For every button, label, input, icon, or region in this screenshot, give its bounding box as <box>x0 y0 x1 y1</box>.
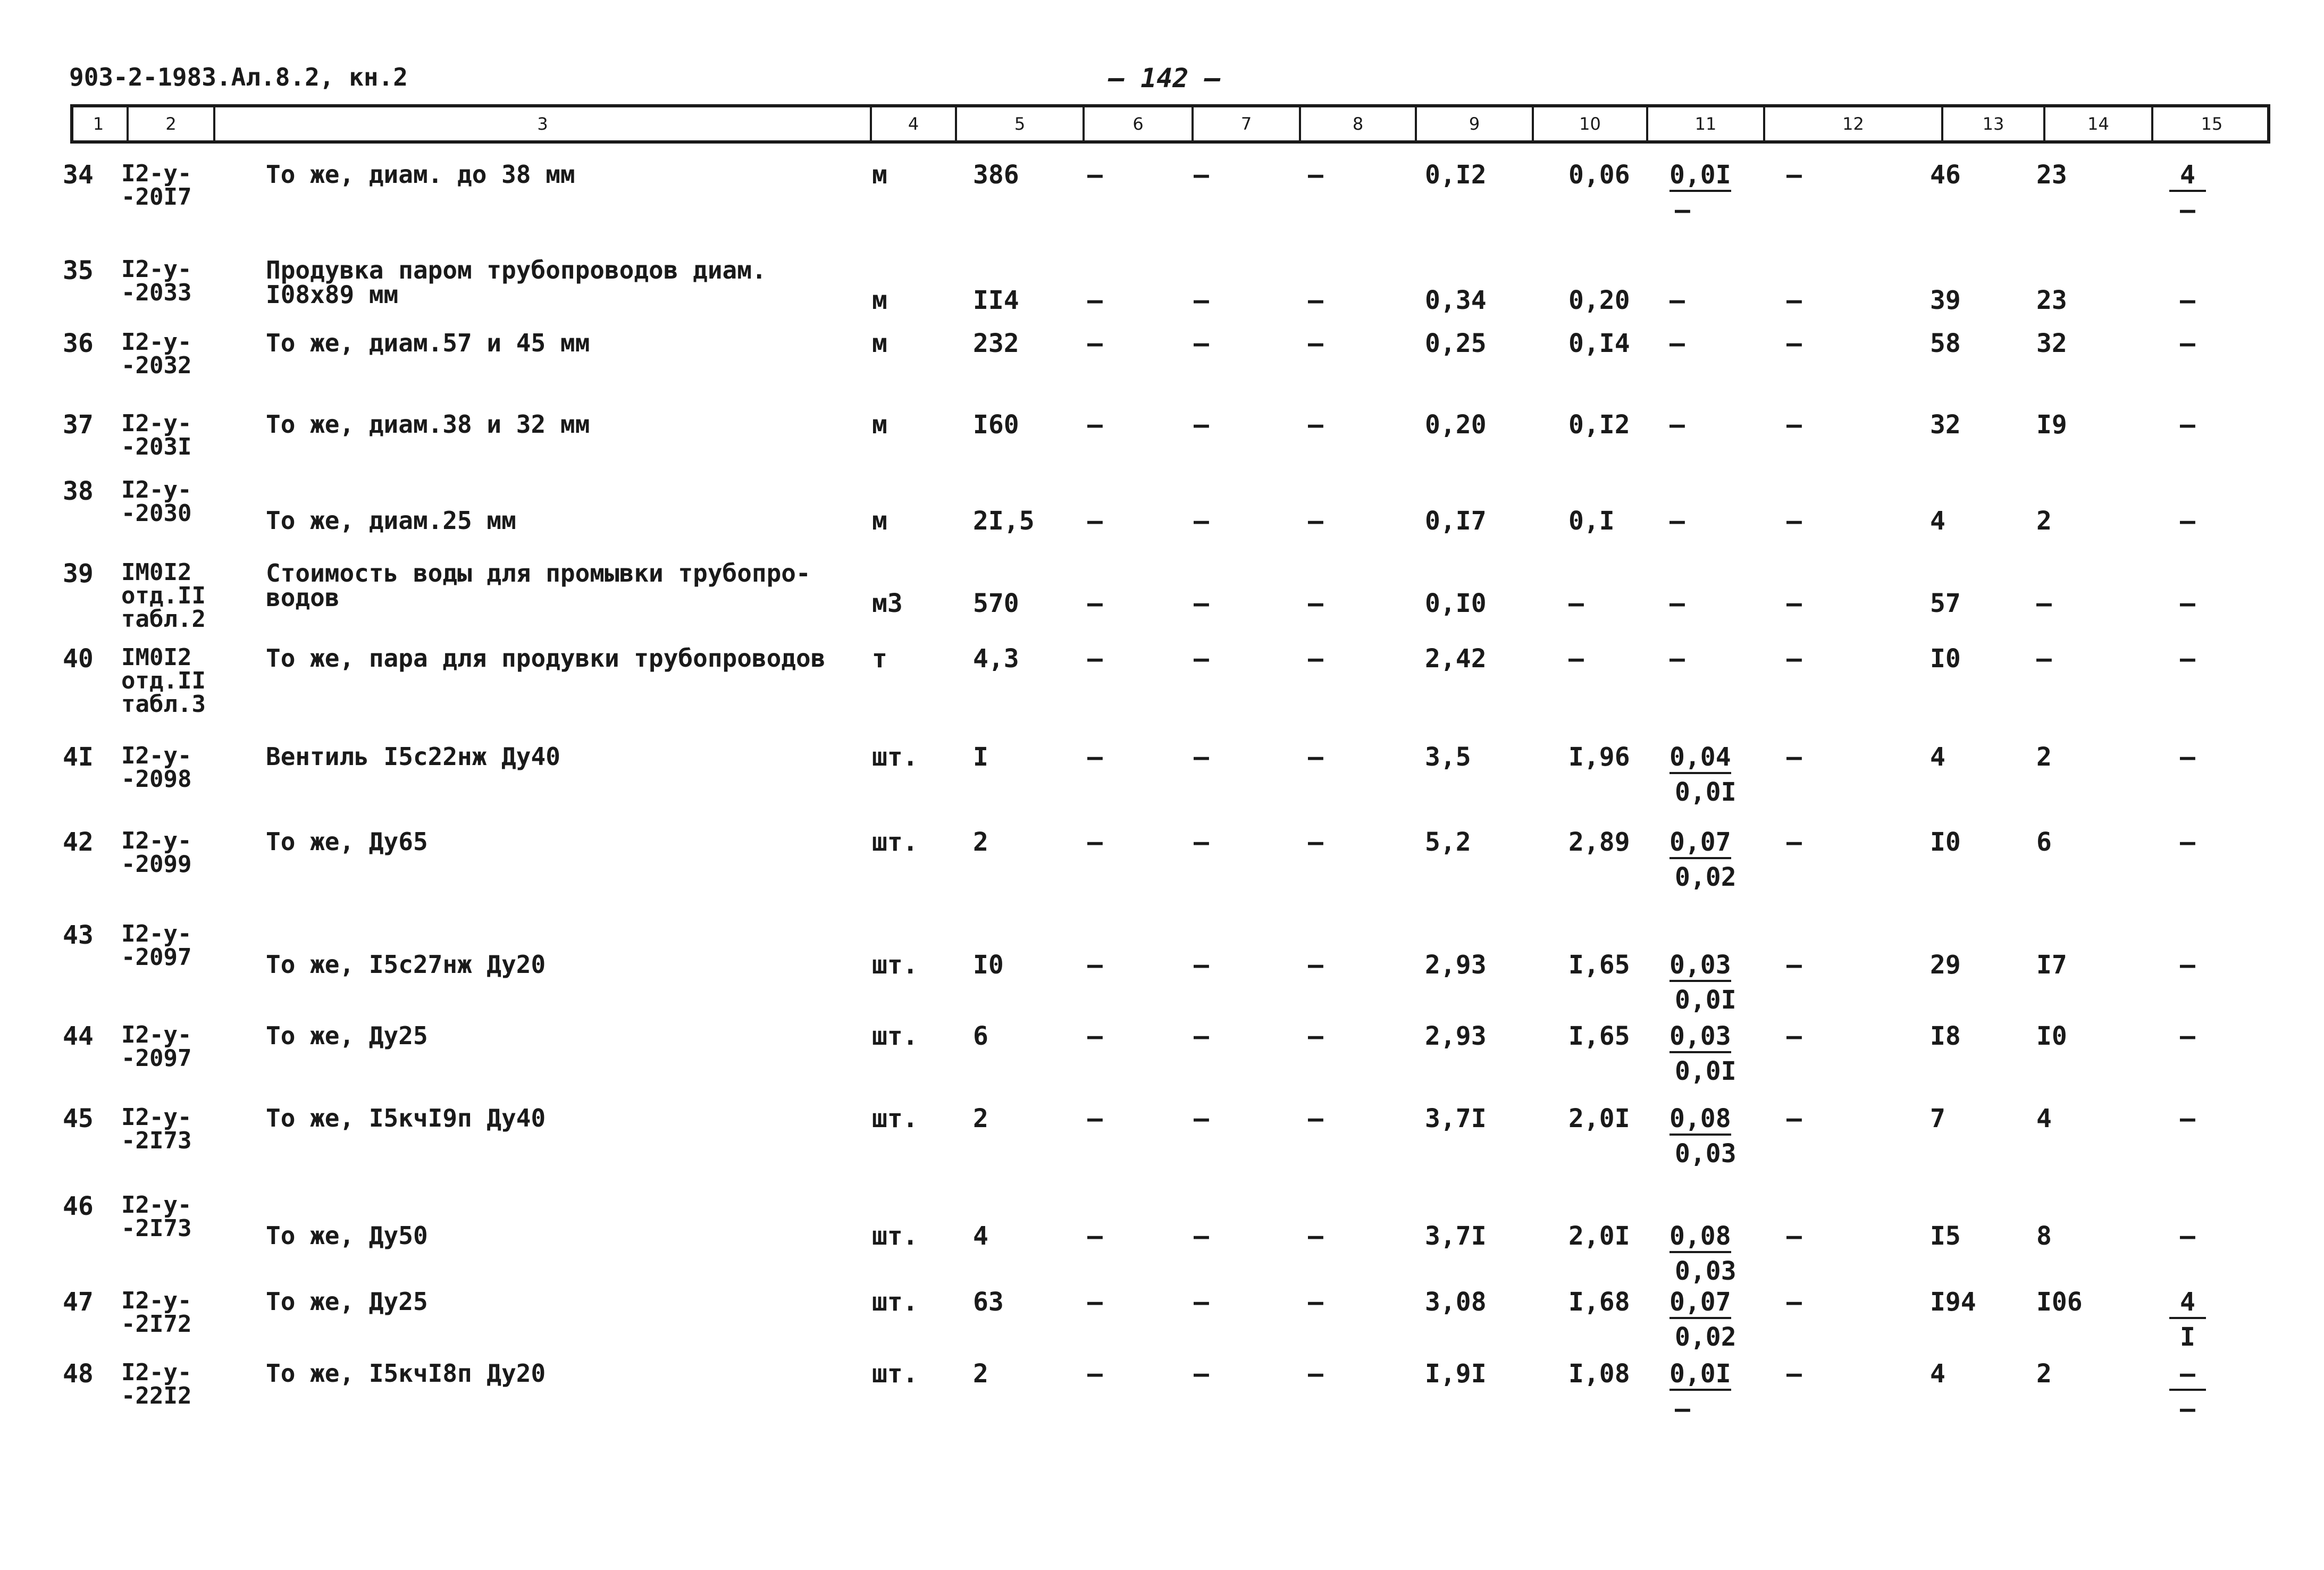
row-col12: – <box>1786 410 1802 440</box>
row-col8: – <box>1308 506 1323 536</box>
row-col14: 4 <box>2036 1104 2052 1134</box>
row-quantity: 2 <box>973 827 988 857</box>
row-col12: – <box>1786 1021 1802 1051</box>
row-col7: – <box>1194 160 1209 190</box>
row-col10: I,68 <box>1568 1287 1630 1317</box>
row-col15-top: – <box>2180 286 2195 315</box>
row-col12: – <box>1786 1221 1802 1251</box>
row-col6: – <box>1087 827 1103 857</box>
row-unit: шт. <box>872 950 918 980</box>
row-code: IМ0I2 отд.II табл.3 <box>121 644 206 718</box>
row-code: I2-у- -2030 <box>121 476 192 527</box>
column-header-3: 3 <box>215 107 872 140</box>
row-col14: I9 <box>2036 410 2067 440</box>
row-col10: – <box>1568 589 1584 618</box>
row-col11-bottom: 0,0I <box>1675 777 1736 807</box>
column-header-10: 10 <box>1534 107 1648 140</box>
document-reference: 903-2-1983.Ал.8.2, кн.2 <box>69 63 408 91</box>
row-col10: 0,I <box>1568 506 1615 536</box>
row-col10: 2,0I <box>1568 1104 1630 1134</box>
row-col13: 29 <box>1930 950 1961 980</box>
row-col10: 0,I2 <box>1568 410 1630 440</box>
row-col10: 2,89 <box>1568 827 1630 857</box>
row-number: 38 <box>63 476 94 506</box>
row-col10: 2,0I <box>1568 1221 1630 1251</box>
row-quantity: II4 <box>973 286 1019 315</box>
row-description: То же, диам. до 38 мм <box>266 160 575 189</box>
row-description: То же, Ду50 <box>266 1221 428 1250</box>
row-quantity: I <box>973 742 988 772</box>
row-description: То же, I5с27нж Ду20 <box>266 950 546 979</box>
row-col11-top: 0,0I <box>1669 162 1731 192</box>
row-col9: 0,34 <box>1425 286 1487 315</box>
row-col11-bottom: 0,03 <box>1675 1139 1736 1169</box>
row-col12: – <box>1786 1359 1802 1389</box>
row-col12: – <box>1786 160 1802 190</box>
row-number: 40 <box>63 644 94 674</box>
row-col13: 4 <box>1930 742 1945 772</box>
row-unit: шт. <box>872 1021 918 1051</box>
row-col10: – <box>1568 644 1584 674</box>
row-col11-bottom: – <box>1675 195 1690 225</box>
row-unit: т <box>872 644 887 674</box>
row-col10: I,65 <box>1568 950 1630 980</box>
row-col14: 8 <box>2036 1221 2052 1251</box>
row-col15-top: – <box>2180 589 2195 618</box>
row-col12: – <box>1786 286 1802 315</box>
row-col8: – <box>1308 1359 1323 1389</box>
row-quantity: 570 <box>973 589 1019 618</box>
row-col11-top: – <box>1669 329 1685 358</box>
row-col11-top: 0,0I <box>1669 1361 1731 1391</box>
row-col9: I,9I <box>1425 1359 1487 1389</box>
column-header-11: 11 <box>1648 107 1765 140</box>
row-quantity: 4,3 <box>973 644 1019 674</box>
row-col11-bottom: – <box>1675 1394 1690 1424</box>
row-quantity: 2I,5 <box>973 506 1035 536</box>
row-col8: – <box>1308 160 1323 190</box>
row-col7: – <box>1194 410 1209 440</box>
row-code: I2-у- -20I7 <box>121 160 192 211</box>
row-col7: – <box>1194 1104 1209 1134</box>
row-col14: I7 <box>2036 950 2067 980</box>
row-description: То же, I5кчI8п Ду20 <box>266 1359 546 1388</box>
row-col10: 0,I4 <box>1568 329 1630 358</box>
column-header-8: 8 <box>1301 107 1417 140</box>
column-header-7: 7 <box>1194 107 1301 140</box>
row-col11-top: 0,07 <box>1669 829 1731 859</box>
row-col15-top: – <box>2180 827 2195 857</box>
row-col12: – <box>1786 644 1802 674</box>
row-col14: 23 <box>2036 160 2067 190</box>
row-col10: I,08 <box>1568 1359 1630 1389</box>
row-number: 36 <box>63 329 94 358</box>
row-col15-top: – <box>2180 1221 2195 1251</box>
column-header-5: 5 <box>957 107 1085 140</box>
row-col15-bottom: – <box>2180 195 2195 225</box>
row-col8: – <box>1308 1221 1323 1251</box>
row-number: 4I <box>63 742 94 772</box>
row-col13: 32 <box>1930 410 1961 440</box>
row-col6: – <box>1087 1287 1103 1317</box>
row-col11-bottom: 0,0I <box>1675 985 1736 1015</box>
row-description: То же, Ду25 <box>266 1021 428 1050</box>
row-number: 48 <box>63 1359 94 1389</box>
row-unit: шт. <box>872 1359 918 1389</box>
row-col13: I5 <box>1930 1221 1961 1251</box>
row-quantity: I0 <box>973 950 1004 980</box>
row-col12: – <box>1786 1104 1802 1134</box>
row-col11-top: – <box>1669 644 1685 674</box>
row-col10: 0,06 <box>1568 160 1630 190</box>
row-col9: 3,7I <box>1425 1104 1487 1134</box>
row-col15-bottom: – <box>2180 1394 2195 1424</box>
row-col9: 0,I0 <box>1425 589 1487 618</box>
row-code: I2-у- -2097 <box>121 1021 192 1072</box>
column-header-14: 14 <box>2045 107 2153 140</box>
row-col14: I06 <box>2036 1287 2083 1317</box>
row-col7: – <box>1194 1221 1209 1251</box>
row-col15-top: – <box>2180 950 2195 980</box>
row-col14: 2 <box>2036 1359 2052 1389</box>
row-col8: – <box>1308 589 1323 618</box>
row-code: I2-у- -2I73 <box>121 1191 192 1242</box>
row-col11-top: 0,08 <box>1669 1223 1731 1253</box>
row-number: 45 <box>63 1104 94 1134</box>
row-col11-bottom: 0,02 <box>1675 862 1736 892</box>
row-col6: – <box>1087 1104 1103 1134</box>
row-col15-top: 4 <box>2169 162 2206 192</box>
row-quantity: 386 <box>973 160 1019 190</box>
row-col6: – <box>1087 410 1103 440</box>
row-col15-top: – <box>2169 1361 2206 1391</box>
row-col14: – <box>2036 644 2052 674</box>
row-col8: – <box>1308 742 1323 772</box>
row-col11-bottom: 0,02 <box>1675 1322 1736 1352</box>
row-col7: – <box>1194 329 1209 358</box>
row-col8: – <box>1308 1021 1323 1051</box>
column-header-6: 6 <box>1085 107 1194 140</box>
row-col8: – <box>1308 329 1323 358</box>
column-header-4: 4 <box>872 107 957 140</box>
row-col12: – <box>1786 742 1802 772</box>
row-quantity: I60 <box>973 410 1019 440</box>
row-col10: I,65 <box>1568 1021 1630 1051</box>
row-col7: – <box>1194 827 1209 857</box>
row-col13: 4 <box>1930 1359 1945 1389</box>
row-col10: 0,20 <box>1568 286 1630 315</box>
row-col11-top: – <box>1669 506 1685 536</box>
row-col15-bottom: I <box>2180 1322 2195 1352</box>
row-code: I2-у- -2099 <box>121 827 192 878</box>
row-col8: – <box>1308 950 1323 980</box>
row-description: То же, Ду25 <box>266 1287 428 1316</box>
row-col8: – <box>1308 286 1323 315</box>
row-col12: – <box>1786 1287 1802 1317</box>
row-col14: 2 <box>2036 506 2052 536</box>
row-code: IМ0I2 отд.II табл.2 <box>121 559 206 633</box>
row-unit: м <box>872 286 887 315</box>
row-col8: – <box>1308 644 1323 674</box>
row-col14: 23 <box>2036 286 2067 315</box>
row-col7: – <box>1194 1359 1209 1389</box>
row-col14: 2 <box>2036 742 2052 772</box>
row-unit: м <box>872 410 887 440</box>
row-col14: I0 <box>2036 1021 2067 1051</box>
row-col11-top: – <box>1669 286 1685 315</box>
row-col13: 57 <box>1930 589 1961 618</box>
row-unit: шт. <box>872 1104 918 1134</box>
row-code: I2-у- -2097 <box>121 920 192 971</box>
row-col7: – <box>1194 1021 1209 1051</box>
row-col12: – <box>1786 950 1802 980</box>
row-description: То же, пара для продувки трубопроводов <box>266 644 826 673</box>
row-col7: – <box>1194 589 1209 618</box>
row-unit: м3 <box>872 589 903 618</box>
row-description: То же, диам.38 и 32 мм <box>266 410 590 439</box>
row-quantity: 4 <box>973 1221 988 1251</box>
row-col13: 7 <box>1930 1104 1945 1134</box>
row-col7: – <box>1194 950 1209 980</box>
column-header-row <box>70 104 2270 144</box>
row-col6: – <box>1087 329 1103 358</box>
row-col8: – <box>1308 1104 1323 1134</box>
row-description: То же, диам.25 мм <box>266 506 516 535</box>
row-col6: – <box>1087 1359 1103 1389</box>
row-col7: – <box>1194 742 1209 772</box>
row-quantity: 6 <box>973 1021 988 1051</box>
row-col8: – <box>1308 1287 1323 1317</box>
row-col11-top: 0,04 <box>1669 744 1731 774</box>
row-number: 46 <box>63 1191 94 1221</box>
row-col15-top: – <box>2180 506 2195 536</box>
row-col6: – <box>1087 589 1103 618</box>
row-code: I2-у- -2I72 <box>121 1287 192 1338</box>
column-header-1: 1 <box>70 107 129 140</box>
row-col13: 39 <box>1930 286 1961 315</box>
row-col11-top: – <box>1669 410 1685 440</box>
row-unit: шт. <box>872 1287 918 1317</box>
row-quantity: 2 <box>973 1359 988 1389</box>
row-number: 35 <box>63 256 94 286</box>
row-col12: – <box>1786 506 1802 536</box>
row-description: То же, диам.57 и 45 мм <box>266 329 590 357</box>
row-number: 42 <box>63 827 94 857</box>
row-description: То же, Ду65 <box>266 827 428 856</box>
row-col11-bottom: 0,0I <box>1675 1056 1736 1086</box>
row-description: Продувка паром трубопроводов диам. I08х89 мм <box>266 256 767 309</box>
column-header-15: 15 <box>2201 114 2223 134</box>
row-col13: 4 <box>1930 506 1945 536</box>
row-col6: – <box>1087 644 1103 674</box>
row-col13: I0 <box>1930 644 1961 674</box>
row-code: I2-у- -22I2 <box>121 1359 192 1409</box>
row-quantity: 63 <box>973 1287 1004 1317</box>
row-col9: 0,I2 <box>1425 160 1487 190</box>
row-number: 43 <box>63 920 94 950</box>
row-col15-top: 4 <box>2169 1289 2206 1319</box>
row-quantity: 232 <box>973 329 1019 358</box>
row-col15-top: – <box>2180 644 2195 674</box>
row-col6: – <box>1087 160 1103 190</box>
row-col12: – <box>1786 329 1802 358</box>
row-col9: 3,7I <box>1425 1221 1487 1251</box>
row-col11-top: 0,03 <box>1669 1023 1731 1053</box>
row-col9: 0,20 <box>1425 410 1487 440</box>
row-col15-top: – <box>2180 1104 2195 1134</box>
row-col13: 58 <box>1930 329 1961 358</box>
row-col11-top: – <box>1669 589 1685 618</box>
row-col7: – <box>1194 506 1209 536</box>
row-col14: – <box>2036 589 2052 618</box>
row-col9: 2,93 <box>1425 1021 1487 1051</box>
row-number: 39 <box>63 559 94 589</box>
row-description: Вентиль I5с22нж Ду40 <box>266 742 560 771</box>
row-col12: – <box>1786 827 1802 857</box>
row-col6: – <box>1087 950 1103 980</box>
column-header-13: 13 <box>1943 107 2045 140</box>
column-header-2: 2 <box>129 107 215 140</box>
row-code: I2-у- -2098 <box>121 742 192 793</box>
row-col6: – <box>1087 742 1103 772</box>
row-code: I2-у- -2I73 <box>121 1104 192 1154</box>
row-col11-top: 0,07 <box>1669 1289 1731 1319</box>
column-header-9: 9 <box>1417 107 1534 140</box>
row-unit: шт. <box>872 827 918 857</box>
row-col9: 0,25 <box>1425 329 1487 358</box>
row-col13: I8 <box>1930 1021 1961 1051</box>
row-unit: м <box>872 506 887 536</box>
row-col7: – <box>1194 1287 1209 1317</box>
row-col8: – <box>1308 410 1323 440</box>
row-col13: I94 <box>1930 1287 1976 1317</box>
row-number: 37 <box>63 410 94 440</box>
row-col11-top: 0,03 <box>1669 952 1731 982</box>
row-col11-bottom: 0,03 <box>1675 1256 1736 1286</box>
row-number: 44 <box>63 1021 94 1051</box>
row-unit: м <box>872 329 887 358</box>
row-number: 34 <box>63 160 94 190</box>
row-col15-top: – <box>2180 1021 2195 1051</box>
row-col6: – <box>1087 286 1103 315</box>
row-col9: 2,93 <box>1425 950 1487 980</box>
row-col11-top: 0,08 <box>1669 1106 1731 1136</box>
row-col13: I0 <box>1930 827 1961 857</box>
row-quantity: 2 <box>973 1104 988 1134</box>
row-col15-top: – <box>2180 329 2195 358</box>
page-number: — 142 — <box>1109 63 1221 94</box>
row-col7: – <box>1194 286 1209 315</box>
row-col9: 3,08 <box>1425 1287 1487 1317</box>
row-col9: 2,42 <box>1425 644 1487 674</box>
row-col15-top: – <box>2180 742 2195 772</box>
row-col9: 5,2 <box>1425 827 1471 857</box>
row-col14: 32 <box>2036 329 2067 358</box>
row-unit: м <box>872 160 887 190</box>
row-code: I2-у- -2032 <box>121 329 192 379</box>
row-col9: 0,I7 <box>1425 506 1487 536</box>
row-col6: – <box>1087 1021 1103 1051</box>
row-col12: – <box>1786 589 1802 618</box>
row-col15-top: – <box>2180 410 2195 440</box>
row-description: То же, I5кчI9п Ду40 <box>266 1104 546 1132</box>
row-col6: – <box>1087 506 1103 536</box>
row-col9: 3,5 <box>1425 742 1471 772</box>
row-col14: 6 <box>2036 827 2052 857</box>
row-col10: I,96 <box>1568 742 1630 772</box>
row-code: I2-у- -2033 <box>121 256 192 306</box>
row-unit: шт. <box>872 742 918 772</box>
row-col13: 46 <box>1930 160 1961 190</box>
row-number: 47 <box>63 1287 94 1317</box>
row-unit: шт. <box>872 1221 918 1251</box>
row-col8: – <box>1308 827 1323 857</box>
row-code: I2-у- -203I <box>121 410 192 460</box>
column-header-12: 12 <box>1765 107 1943 140</box>
row-col7: – <box>1194 644 1209 674</box>
row-description: Стоимость воды для промывки трубопро- водов <box>266 559 811 612</box>
row-col6: – <box>1087 1221 1103 1251</box>
